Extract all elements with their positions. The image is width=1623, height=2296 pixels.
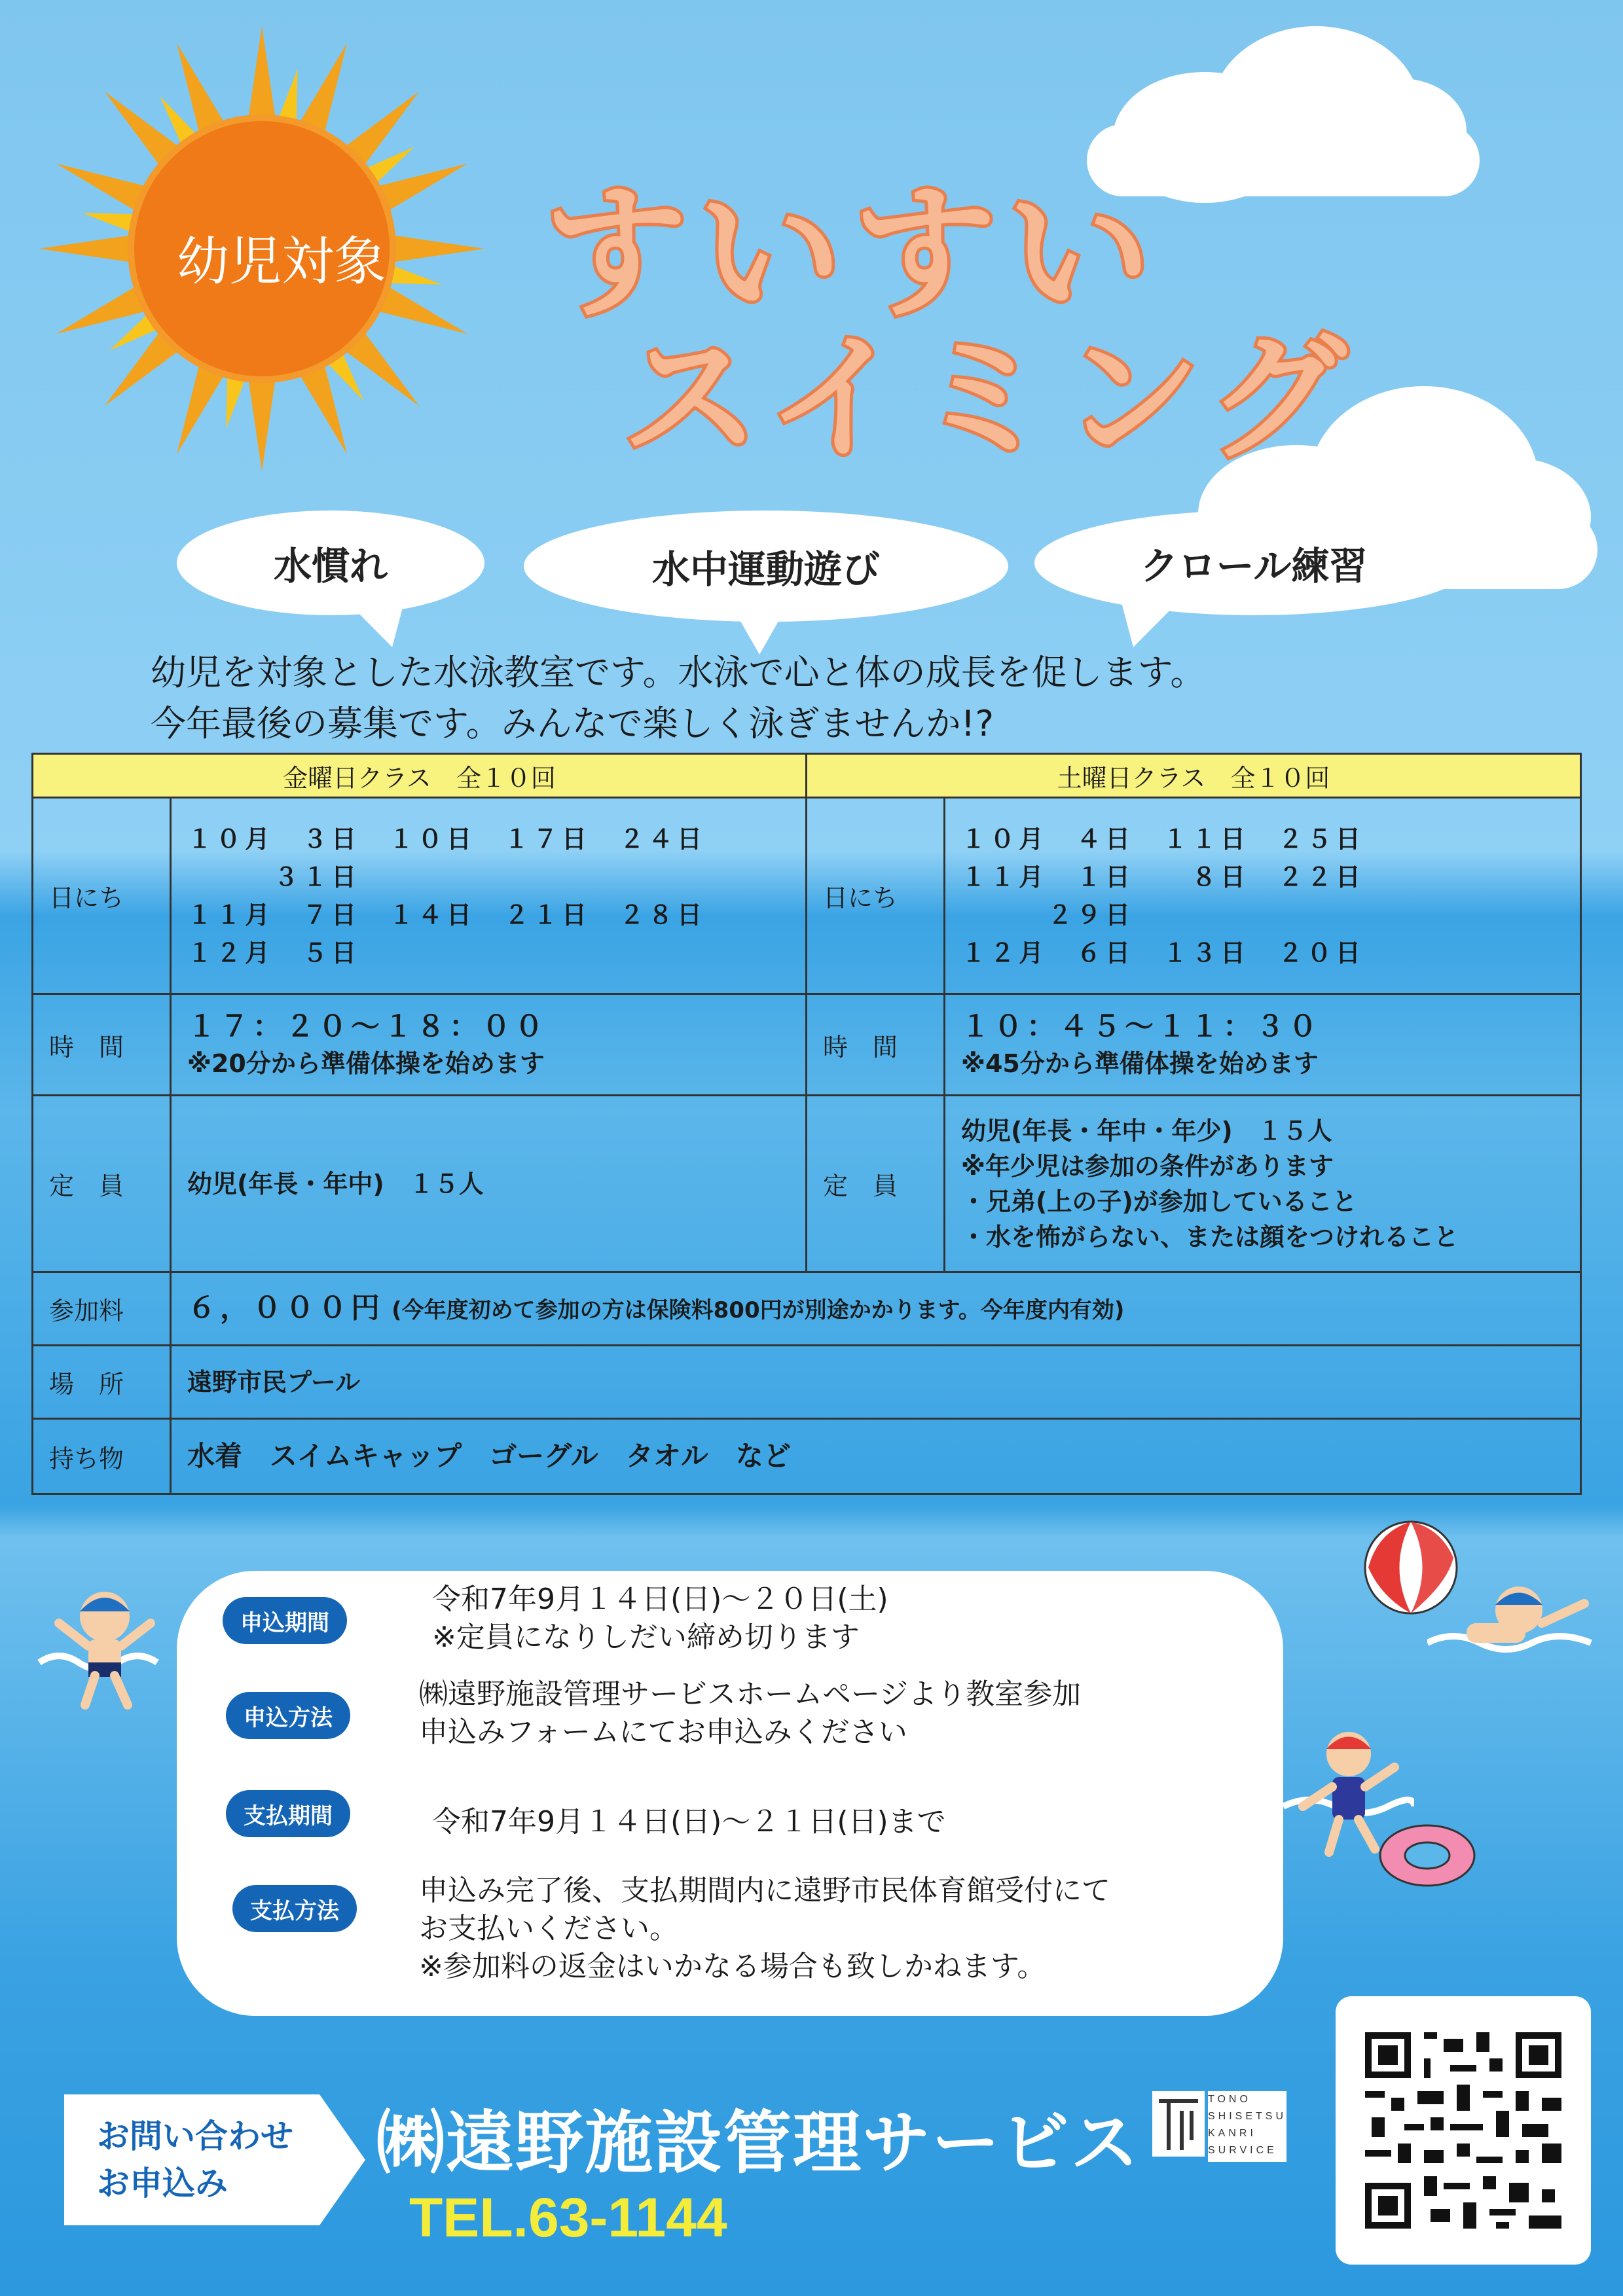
saturday-class-header: 土曜日クラス 全１０回: [807, 754, 1581, 798]
bubble-label: クロール練習: [1140, 544, 1368, 588]
application-method-badge: 申込方法: [226, 1692, 350, 1739]
qr-code-icon[interactable]: [1359, 2026, 1568, 2235]
saturday-dates: １０月 ４日 １１日 ２５日 １１月 １日 ８日 ２２日 ２９日 １２月 ６日 １３日 ２０日: [945, 798, 1581, 994]
contact-label: お問い合わせ お申込み: [97, 2117, 293, 2202]
place-row: [33, 1346, 1581, 1419]
table-header-row: [33, 754, 1581, 798]
contact-arrow: [319, 2094, 365, 2225]
friday-class-header: 金曜日クラス 全１０回: [33, 754, 807, 798]
swimmer-kid-left-icon: [33, 1571, 177, 1715]
fee-label: 参加料: [33, 1272, 171, 1346]
saturday-time: １０：４５〜１１：３０: [961, 1010, 1321, 1043]
time-label: 時 間: [807, 994, 945, 1096]
saturday-time-note: ※45分から準備体操を始めます: [961, 1049, 1319, 1078]
friday-dates: １０月 ３日 １０日 １７日 ２４日 ３１日 １１月 ７日 １４日 ２１日 ２８日 １２月 ５日: [171, 798, 807, 994]
friday-capacity: 幼児(年長・年中) １５人: [171, 1096, 807, 1272]
fee-row: [33, 1272, 1581, 1346]
payment-period-badge: 支払期間: [226, 1790, 350, 1837]
payment-period-text: 令和7年9月１４日(日)〜２１日(日)まで: [432, 1805, 946, 1839]
schedule-table: [31, 753, 1582, 1495]
bubble-label: 水慣れ: [273, 544, 388, 588]
intro-line1: 幼児を対象とした水泳教室です。水泳で心と体の成長を促します。: [151, 652, 1206, 693]
payment-method-text: 申込み完了後、支払期間内に遠野市民体育館受付にて お支払いください。 ※参加料の返金はいかなる場合も致しかねます。: [419, 1874, 1110, 1983]
bubble-water-exercise: [524, 511, 1008, 622]
intro-line2: 今年最後の募集です。みんなで楽しく泳ぎませんか!?: [151, 703, 994, 744]
company-logo-icon: [1152, 2091, 1205, 2157]
bubble-label: 水中運動遊び: [651, 547, 880, 592]
capacity-label: 定 員: [33, 1096, 171, 1272]
friday-time: １７：２０〜１８：００: [187, 1010, 547, 1043]
capacity-row: [33, 1096, 1581, 1272]
bubble-water-familiarization: [177, 511, 484, 615]
sun-label: 幼児対象: [177, 231, 386, 292]
items-value: 水着 スイムキャップ ゴーグル タオル など: [171, 1419, 1581, 1494]
dates-label: 日にち: [807, 798, 945, 994]
dates-label: 日にち: [33, 798, 171, 994]
items-row: [33, 1419, 1581, 1494]
time-label: 時 間: [33, 994, 171, 1096]
fee-note: (今年度初めて参加の方は保険料800円が別途かかります。今年度内有効): [392, 1297, 1125, 1323]
title-line1: すいすい: [543, 170, 1162, 337]
time-row: [33, 994, 1581, 1096]
company-logo-text: TONO SHISETSU KANRI SURVICE: [1208, 2091, 1286, 2162]
items-label: 持ち物: [33, 1419, 171, 1494]
title-line2: スイミング: [622, 318, 1357, 478]
friday-time-note: ※20分から準備体操を始めます: [187, 1049, 545, 1078]
contact-box: [64, 2094, 319, 2225]
company-name: ㈱遠野施設管理サービス: [376, 2103, 1140, 2183]
telephone: TEL.63-1144: [409, 2187, 727, 2248]
dates-row: [33, 798, 1581, 994]
swimmer-kid-right-icon: [1427, 1571, 1597, 1676]
fee-amount: ６，０００円: [187, 1291, 384, 1325]
application-method-text: ㈱遠野施設管理サービスホームページより教室参加 申込みフォームにてお申込みください: [419, 1677, 1082, 1749]
bubble-crawl-practice: [1034, 511, 1473, 615]
place-value: 遠野市民プール: [171, 1346, 1581, 1419]
capacity-label: 定 員: [807, 1096, 945, 1272]
friday-time-cell: [171, 994, 807, 1096]
fee-cell: [171, 1272, 1581, 1346]
saturday-capacity: 幼児(年長・年中・年少) １５人 ※年少児は参加の条件があります ・兄弟(上の子)が参加していること ・水を怖がらない、または顔をつけれること: [945, 1096, 1581, 1272]
swim-ring-icon: [1375, 1820, 1480, 1892]
place-label: 場 所: [33, 1346, 171, 1419]
application-period-text: 令和7年9月１４日(日)〜２０日(土) ※定員になりしだい締め切ります: [432, 1583, 888, 1654]
qr-code-box: [1336, 1996, 1591, 2265]
application-period-badge: 申込期間: [223, 1597, 347, 1644]
payment-method-badge: 支払方法: [232, 1885, 357, 1932]
saturday-time-cell: [945, 994, 1581, 1096]
